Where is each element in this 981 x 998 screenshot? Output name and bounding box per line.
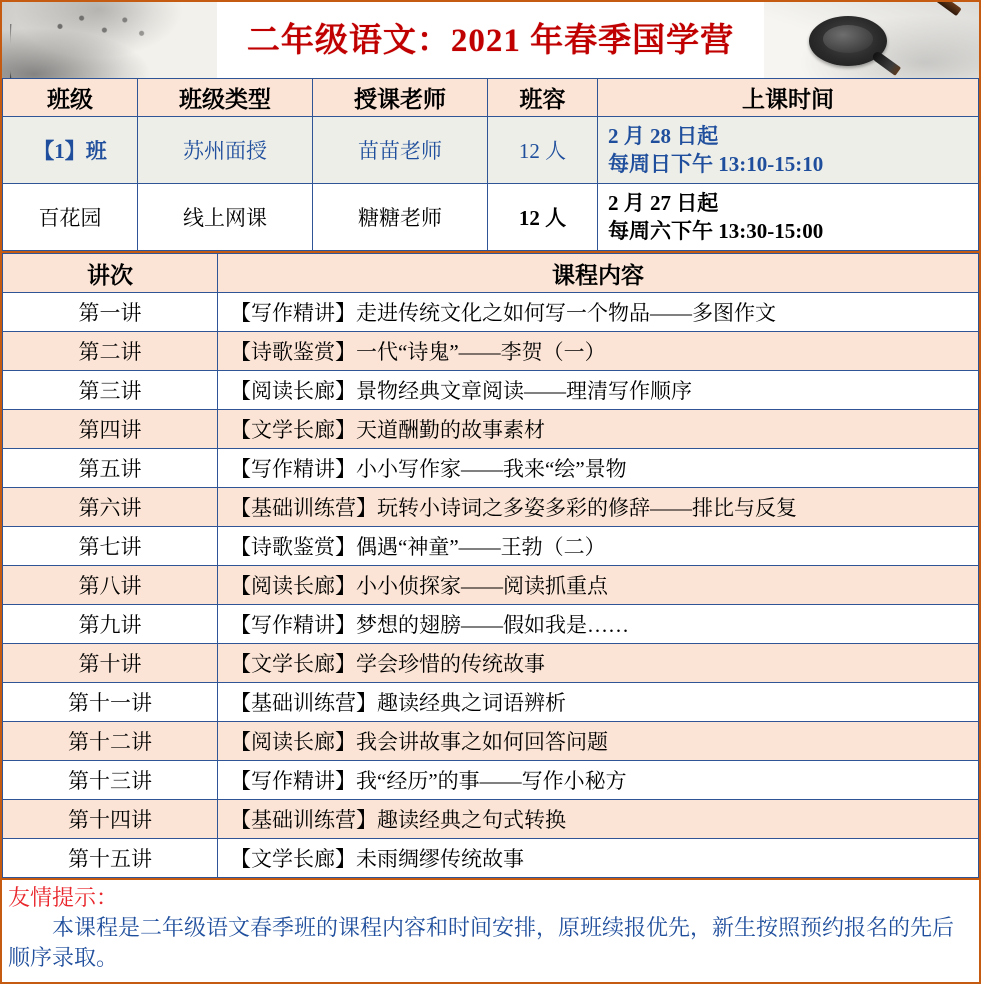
lesson-content-cell: 【文学长廊】学会珍惜的传统故事 <box>218 644 979 683</box>
class-table-header-cell: 班级类型 <box>138 79 313 117</box>
table-row <box>3 371 979 410</box>
lesson-content-cell: 【写作精讲】我“经历”的事——写作小秘方 <box>218 761 979 800</box>
capacity-cell: 12 人 <box>488 184 598 251</box>
lesson-number-cell: 第十二讲 <box>3 722 218 761</box>
class-name-cell: 【1】班 <box>3 117 138 184</box>
lesson-number-cell: 第十三讲 <box>3 761 218 800</box>
schedule-cell <box>598 117 979 184</box>
lesson-content-cell: 【写作精讲】小小写作家——我来“绘”景物 <box>218 449 979 488</box>
footer-note <box>0 880 981 984</box>
table-row <box>3 839 979 878</box>
lesson-content-cell: 【诗歌鉴赏】一代“诗鬼”——李贺（一） <box>218 332 979 371</box>
table-row <box>3 605 979 644</box>
lesson-number-cell: 第七讲 <box>3 527 218 566</box>
schedule-start-date: 2 月 28 日起 <box>608 123 719 148</box>
teacher-cell: 苗苗老师 <box>313 117 488 184</box>
table-row <box>3 527 979 566</box>
class-table-header-cell: 上课时间 <box>598 79 979 117</box>
class-table-header-cell: 班级 <box>3 79 138 117</box>
table-row <box>3 293 979 332</box>
class-type-cell: 线上网课 <box>138 184 313 251</box>
capacity-cell: 12 人 <box>488 117 598 184</box>
class-table-header-cell: 班容 <box>488 79 598 117</box>
lesson-number-cell: 第十四讲 <box>3 800 218 839</box>
lesson-number-cell: 第五讲 <box>3 449 218 488</box>
page-title: 二年级语文：2021 年春季国学营 <box>246 23 735 59</box>
table-row <box>3 566 979 605</box>
lesson-number-cell: 第一讲 <box>3 293 218 332</box>
lesson-table-header-cell: 课程内容 <box>218 254 979 293</box>
tip-body: 本课程是二年级语文春季班的课程内容和时间安排，原班续报优先，新生按照预约报名的先后顺序录取。 <box>8 914 955 971</box>
lesson-number-cell: 第四讲 <box>3 410 218 449</box>
table-row <box>3 410 979 449</box>
lesson-content-cell: 【阅读长廊】小小侦探家——阅读抓重点 <box>218 566 979 605</box>
lesson-number-cell: 第六讲 <box>3 488 218 527</box>
table-row <box>3 722 979 761</box>
lesson-table-header-row <box>3 254 979 293</box>
lesson-number-cell: 第十五讲 <box>3 839 218 878</box>
class-table-header-row <box>3 79 979 117</box>
schedule-weekly-time: 每周日下午 13:10-15:10 <box>608 152 824 176</box>
class-info-table <box>2 78 979 251</box>
lesson-list-section <box>0 253 981 880</box>
lesson-content-cell: 【基础训练营】玩转小诗词之多姿多彩的修辞——排比与反复 <box>218 488 979 527</box>
table-row <box>3 332 979 371</box>
table-row <box>3 644 979 683</box>
table-row <box>3 449 979 488</box>
lesson-content-cell: 【基础训练营】趣读经典之词语辨析 <box>218 683 979 722</box>
table-row <box>3 761 979 800</box>
lesson-content-cell: 【写作精讲】梦想的翅膀——假如我是…… <box>218 605 979 644</box>
lesson-content-cell: 【写作精讲】走进传统文化之如何写一个物品——多图作文 <box>218 293 979 332</box>
lesson-content-cell: 【文学长廊】未雨绸缪传统故事 <box>218 839 979 878</box>
lesson-number-cell: 第二讲 <box>3 332 218 371</box>
class-type-cell: 苏州面授 <box>138 117 313 184</box>
table-row <box>3 184 979 251</box>
poster-banner <box>0 0 981 78</box>
class-table-header-cell: 授课老师 <box>313 79 488 117</box>
lesson-number-cell: 第十一讲 <box>3 683 218 722</box>
lesson-number-cell: 第十讲 <box>3 644 218 683</box>
teacher-cell: 糖糖老师 <box>313 184 488 251</box>
tip-title: 友情提示： <box>8 885 119 910</box>
lesson-number-cell: 第八讲 <box>3 566 218 605</box>
lesson-content-cell: 【文学长廊】天道酬勤的故事素材 <box>218 410 979 449</box>
class-info-section <box>0 78 981 253</box>
lesson-table-header-cell: 讲次 <box>3 254 218 293</box>
table-row <box>3 800 979 839</box>
table-row <box>3 488 979 527</box>
lesson-content-cell: 【阅读长廊】景物经典文章阅读——理清写作顺序 <box>218 371 979 410</box>
lesson-number-cell: 第九讲 <box>3 605 218 644</box>
table-row <box>3 117 979 184</box>
table-row <box>3 683 979 722</box>
lesson-content-cell: 【阅读长廊】我会讲故事之如何回答问题 <box>218 722 979 761</box>
lesson-content-cell: 【诗歌鉴赏】偶遇“神童”——王勃（二） <box>218 527 979 566</box>
schedule-cell <box>598 184 979 251</box>
lesson-number-cell: 第三讲 <box>3 371 218 410</box>
schedule-start-date: 2 月 27 日起 <box>608 190 719 215</box>
lesson-table <box>2 253 979 878</box>
schedule-weekly-time: 每周六下午 13:30-15:00 <box>608 219 824 243</box>
lesson-content-cell: 【基础训练营】趣读经典之句式转换 <box>218 800 979 839</box>
class-name-cell: 百花园 <box>3 184 138 251</box>
